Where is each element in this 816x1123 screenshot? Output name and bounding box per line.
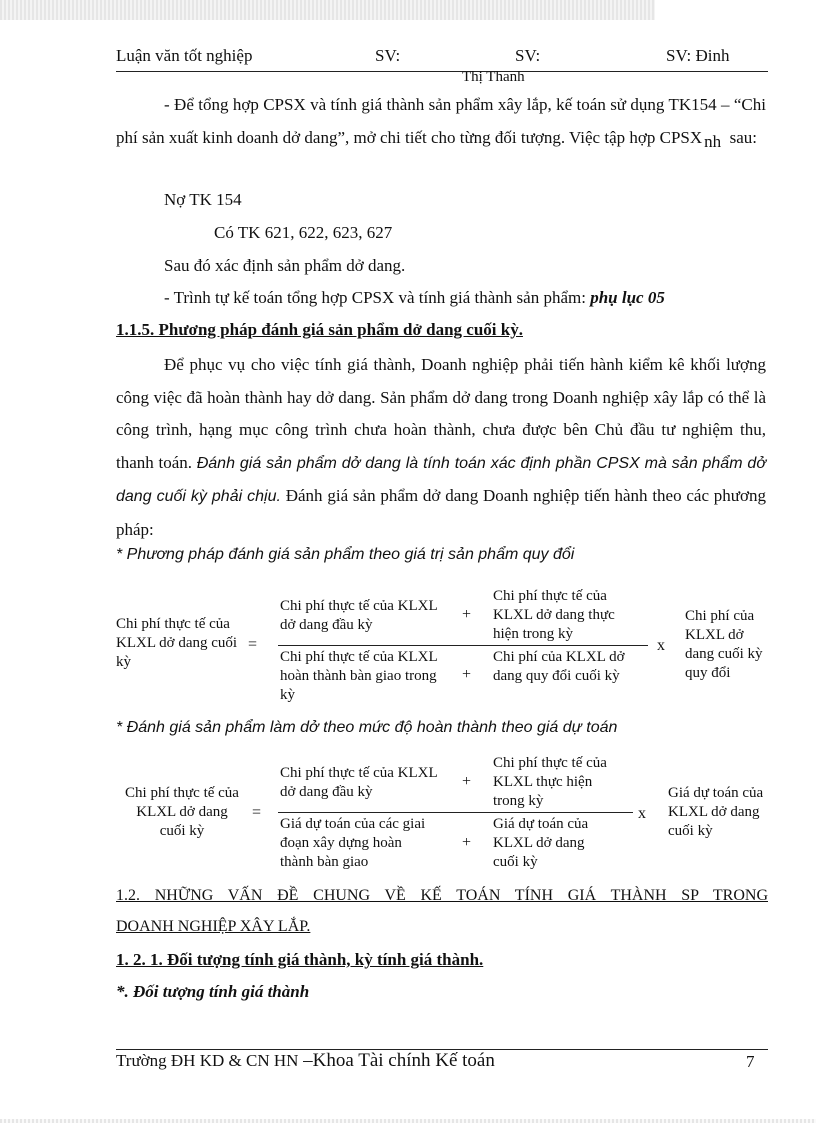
- formula-1-fraction-bar: [278, 645, 648, 646]
- formula-1-times: x: [657, 637, 665, 654]
- method-2-title: * Đánh giá sản phẩm làm dở theo mức độ hoàn thành theo giá dự toán: [116, 719, 618, 736]
- formula-2-lhs: Chi phí thực tế của KLXL dở dang cuối kỳ: [125, 785, 239, 839]
- paragraph-tk154-text: - Để tổng hợp CPSX và tính giá thành sản phẩm xây lắp, kế toán sử dụng TK154 – “Chi phí sản xuất kinh doanh dở dang”, mở chi tiết cho từng đối tượng. Việc tập hợp CPSX: [116, 95, 766, 147]
- subheading-object: *. Đối tượng tính giá thành: [116, 982, 310, 1001]
- formula-1-den-a: Chi phí thực tế của KLXL hoàn thành bàn giao trong kỳ: [280, 649, 438, 703]
- formula-2-num-b: Chi phí thực tế của KLXL thực hiện trong kỳ: [493, 755, 607, 809]
- formula-1-rhs: Chi phí của KLXL dở dang cuối kỳ quy đổi: [685, 608, 763, 681]
- formula-2-num-a: Chi phí thực tế của KLXL dở dang đầu kỳ: [280, 765, 438, 800]
- formula-2-den-b: Giá dự toán của KLXL dở dang cuối kỳ: [493, 816, 589, 870]
- heading-1-2-line-2: DOANH NGHIỆP XÂY LẮP.: [116, 918, 311, 935]
- header-sv-3: SV: Đinh: [666, 46, 730, 65]
- paragraph-tk154-end: sau:: [729, 127, 758, 147]
- heading-1-1-5: 1.1.5. Phương pháp đánh giá sản phẩm dở dang cuối kỳ.: [116, 320, 523, 339]
- formula-2-fraction-bar: [278, 812, 633, 813]
- paragraph-tk154: [116, 89, 766, 158]
- formula-1-equals: =: [248, 636, 258, 653]
- footer-text: [116, 1050, 495, 1072]
- debit-entry: Nợ TK 154: [164, 190, 242, 209]
- formula-2-num-plus: +: [462, 773, 472, 790]
- formula-2-equals: =: [252, 804, 262, 821]
- formula-1-num-plus: +: [462, 606, 472, 623]
- sequence-line: [164, 288, 665, 308]
- formula-1-num-a: Chi phí thực tế của KLXL dở dang đầu kỳ: [280, 598, 438, 633]
- formula-1-num-b: Chi phí thực tế của KLXL dở dang thực hiện trong kỳ: [493, 588, 615, 642]
- header-title: Luận văn tốt nghiệp: [116, 46, 253, 65]
- paragraph-wip-end: Đánh giá sản phẩm dở dang Doanh nghiệp tiến hành theo các phương pháp:: [116, 486, 767, 539]
- header-sv-2: SV:: [515, 46, 541, 65]
- footer-faculty: Khoa Tài chính Kế toán: [312, 1050, 495, 1071]
- appendix-reference: phụ lục 05: [590, 288, 665, 307]
- header-name-continued: Thị Thanh: [462, 69, 525, 85]
- sequence-text: - Trình tự kế toán tổng hợp CPSX và tính giá thành sản phẩm:: [164, 288, 586, 307]
- header-rule: [116, 71, 768, 72]
- credit-entry: Có TK 621, 622, 623, 627: [214, 223, 393, 242]
- formula-2-den-a: Giá dự toán của các giai đoạn xây dựng hoàn thành bàn giao: [280, 816, 426, 870]
- header-sv-1: SV:: [375, 46, 401, 65]
- paragraph-wip-italic: Đánh giá sản phẩm dở dang là tính toán xác định phần CPSX mà sản phẩm dở dang cuối kỳ phải chịu.: [116, 454, 767, 505]
- paragraph-wip-normal: Để phục vụ cho việc tính giá thành, Doanh nghiệp phải tiến hành kiểm kê khối lượng công việc đã hoàn thành hay dở dang. Sản phẩm dở dang trong Doanh nghiệp xây lắp có thể là công trình, hạng mục công trình chưa hoàn thành, chưa được bên Chủ đầu tư nghiệm thu, thanh toán.: [116, 355, 766, 472]
- footer-school: Trường ĐH KD & CN HN: [116, 1051, 299, 1070]
- formula-2-rhs: Giá dự toán của KLXL dở dang cuối kỳ: [668, 785, 764, 839]
- formula-1-lhs: Chi phí thực tế của KLXL dở dang cuối kỳ: [116, 616, 238, 670]
- heading-1-2-line-1: 1.2. NHỮNG VẤN ĐỀ CHUNG VỀ KẾ TOÁN TÍNH GIÁ THÀNH SP TRONG: [116, 887, 768, 904]
- formula-1-den-b: Chi phí của KLXL dở dang quy đổi cuối kỳ: [493, 649, 625, 684]
- formula-2-times: x: [638, 805, 646, 822]
- paragraph-wip-evaluation: [116, 349, 766, 546]
- formula-2-den-plus: +: [462, 834, 472, 851]
- top-scan-strip: [0, 0, 655, 20]
- formula-1-den-plus: +: [462, 666, 472, 683]
- page-number: 7: [746, 1052, 755, 1071]
- then-text: Sau đó xác định sản phẩm dở dang.: [164, 256, 406, 275]
- heading-1-2-1: 1. 2. 1. Đối tượng tính giá thành, kỳ tính giá thành.: [116, 950, 484, 969]
- footer-dash: –: [303, 1050, 313, 1071]
- subscript-nh: nh: [704, 131, 722, 151]
- method-1-title: * Phương pháp đánh giá sản phẩm theo giá trị sản phẩm quy đổi: [116, 546, 575, 563]
- bottom-scan-strip: [0, 1119, 816, 1123]
